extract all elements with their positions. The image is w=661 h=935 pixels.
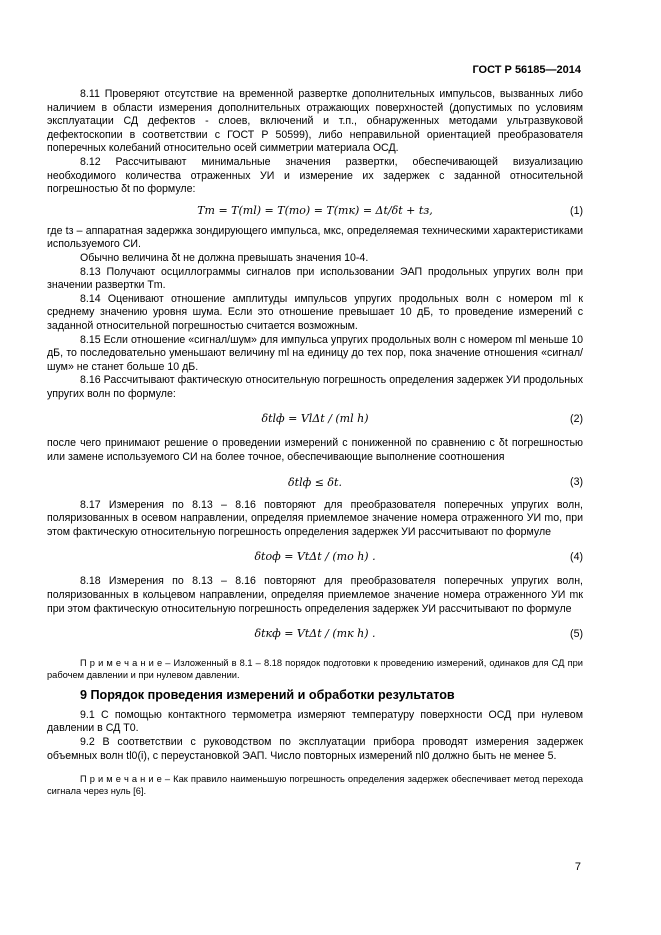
- paragraph-after-2: после чего принимают решение о проведении измерений с пониженной по сравнению с δt погрешностью или замене используемого СИ на более точное, обеспечивающие выполнение соотношения: [47, 437, 583, 464]
- equation-4: [47, 540, 583, 574]
- paragraph-8-17: 8.17 Измерения по 8.13 – 8.16 повторяют для преобразователя поперечных упругих волн, поляризованных в осевом направлении, определяя приемлемое значение номера отраженного УИ mо, при этом фактическую относительную погрешность определения задержек УИ рассчитывают по формуле: [47, 498, 583, 538]
- paragraph-where-1: где tз – аппаратная задержка зондирующего импульса, мкс, определяемая техническими характеристиками используемого СИ.: [47, 224, 583, 251]
- equation-2: [47, 402, 583, 436]
- paragraph-9-2: 9.2 В соответствии с руководством по эксплуатации прибора проводят измерения задержек объемных волн tl0(i), с переустановкой ЭАП. Число повторных измерений nl0 должно быть не менее 5.: [47, 736, 583, 762]
- paragraph-usual: Обычно величина δt не должна превышать значения 10-4.: [80, 251, 369, 264]
- equation-4-formula: δtоф = VtΔt / (mо h) .: [254, 550, 376, 564]
- paragraph-8-11: 8.11 Проверяют отсутствие на временной развертке дополнительных импульсов, вызванных либо наличием в области измерения дополнительных отражающих поверхностей (допустимых по условиям эксплуатации СД дефектов - слоев, включений и т.п., обнаруженных методами ультразвуковой дефектоскопии в соответствии с ГОСТ Р 50599), либо неправильной ориентацией преобразователя поперечных колебаний относительно осей симметрии материала ОСД.: [47, 88, 583, 155]
- equation-2-formula: δtlф = VlΔt / (ml h): [261, 412, 369, 426]
- paragraph-8-18: 8.18 Измерения по 8.13 – 8.16 повторяют для преобразователя поперечных упругих волн, поляризованных в кольцевом направлении, определяя приемлемое значение номера отраженного УИ mк при этом фактическую относительную погрешность определения задержек УИ рассчитывают по формуле: [47, 575, 583, 615]
- equation-4-number: (4): [570, 551, 583, 564]
- equation-3-formula: δtlф ≤ δt.: [288, 475, 342, 489]
- document-header: ГОСТ Р 56185—2014: [472, 64, 581, 76]
- equation-3: [47, 466, 583, 498]
- document-body: [47, 88, 583, 801]
- page-number: 7: [574, 861, 581, 873]
- equation-2-number: (2): [570, 413, 583, 426]
- equation-5-number: (5): [570, 628, 583, 641]
- note-1: П р и м е ч а н и е – Изложенный в 8.1 – 8.18 порядок подготовки к проведению измерений, одинаков для СД при рабочем давлении и при нулевом давлении.: [47, 658, 583, 681]
- paragraph-8-13: 8.13 Получают осциллограммы сигналов при использовании ЭАП продольных упругих волн при значении развертки Tm.: [47, 265, 583, 292]
- equation-5-formula: δtкф = VtΔt / (mк h) .: [254, 627, 376, 641]
- section-9-heading: 9 Порядок проведения измерений и обработки результатов: [80, 688, 455, 703]
- equation-1-formula: Tm = T(ml) = T(mо) = T(mк) = Δt/δt + tз,: [197, 203, 433, 217]
- paragraph-8-14: 8.14 Оценивают отношение амплитуды импульсов упругих продольных волн с номером ml к среднему значению уровня шума. Если это отношение превышает 10 дБ, то проведение измерений с заданной относительной погрешностью считается возможным.: [47, 292, 583, 332]
- note-2: П р и м е ч а н и е – Как правило наименьшую погрешность определения задержек обеспечивает метод перехода сигнала через нуль [6].: [47, 774, 583, 797]
- equation-3-number: (3): [570, 475, 583, 488]
- paragraph-8-15: 8.15 Если отношение «сигнал/шум» для импульса упругих продольных волн с номером ml меньше 10 дБ, то последовательно уменьшают величину ml на единицу до тех пор, пока значение отношения «сигнал/шум» не станет больше 10 дБ.: [47, 333, 583, 373]
- equation-1: [47, 198, 583, 224]
- paragraph-8-12: 8.12 Рассчитывают минимальные значения развертки, обеспечивающей визуализацию необходимого количества отраженных УИ и измерение их задержек с заданной относительной погрешностью δt по формуле:: [47, 155, 583, 196]
- equation-5: [47, 617, 583, 651]
- paragraph-9-1: 9.1 С помощью контактного термометра измеряют температуру поверхности ОСД при нулевом давлении в СД T0.: [47, 708, 583, 735]
- paragraph-8-16: 8.16 Рассчитывают фактическую относительную погрешность определения задержек УИ продольных упругих волн по формуле:: [47, 374, 583, 400]
- equation-1-number: (1): [570, 204, 583, 217]
